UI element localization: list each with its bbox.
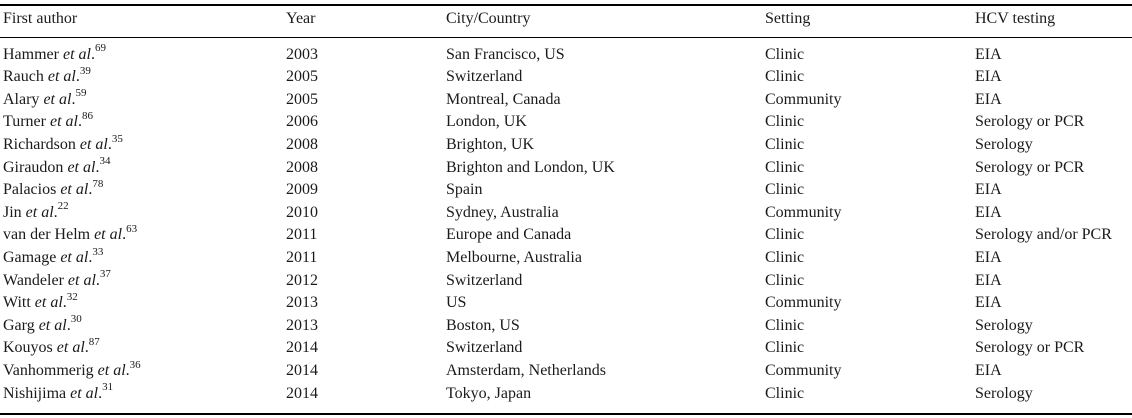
cell-year: 2005 — [286, 68, 318, 86]
cell-year: 2009 — [286, 181, 318, 199]
cell-hcv-testing: Serology or PCR — [975, 339, 1085, 357]
cell-hcv-testing: Serology — [975, 316, 1033, 334]
table-row — [0, 247, 1132, 270]
reference-number: 69 — [94, 42, 106, 55]
author-period: . — [90, 45, 95, 63]
et-al: et al — [60, 181, 89, 199]
author-name: Richardson — [3, 135, 76, 153]
header-first-author: First author — [3, 10, 78, 27]
cell-year: 2006 — [286, 113, 318, 131]
et-al: et al — [47, 68, 76, 86]
table-row — [0, 134, 1132, 157]
table-row — [0, 292, 1132, 315]
cell-first-author — [3, 360, 141, 383]
reference-number: 31 — [102, 381, 114, 394]
cell-setting: Clinic — [765, 248, 805, 266]
cell-first-author — [3, 44, 106, 67]
cell-first-author — [3, 383, 113, 406]
header-year: Year — [286, 10, 316, 27]
cell-first-author — [3, 247, 103, 270]
cell-year: 2008 — [286, 135, 318, 153]
cell-setting: Community — [765, 361, 842, 379]
et-al: et al — [43, 90, 72, 108]
cell-hcv-testing: Serology and/or PCR — [975, 226, 1112, 244]
author-period: . — [122, 226, 127, 244]
cell-hcv-testing: Serology or PCR — [975, 158, 1085, 176]
et-al: et al — [79, 135, 108, 153]
author-name: Turner — [3, 113, 46, 131]
table-row — [0, 270, 1132, 293]
cell-first-author — [3, 66, 91, 89]
cell-year: 2014 — [286, 361, 318, 379]
reference-number: 33 — [92, 245, 104, 258]
table-row — [0, 66, 1132, 89]
author-name: Giraudon — [3, 158, 64, 176]
reference-number: 37 — [99, 268, 111, 281]
cell-setting: Community — [765, 90, 842, 108]
cell-city-country: Brighton and London, UK — [446, 158, 615, 176]
cell-hcv-testing: EIA — [975, 90, 1002, 108]
cell-city-country: Europe and Canada — [446, 226, 572, 244]
reference-number: 22 — [57, 200, 69, 213]
cell-year: 2013 — [286, 316, 318, 334]
cell-year: 2003 — [286, 45, 318, 63]
cell-year: 2013 — [286, 294, 318, 312]
cell-hcv-testing: EIA — [975, 203, 1002, 221]
et-al: et al — [38, 316, 67, 334]
cell-first-author — [3, 315, 82, 338]
cell-year: 2011 — [286, 248, 318, 266]
cell-city-country: Amsterdam, Netherlands — [446, 361, 606, 379]
et-al: et al — [49, 113, 78, 131]
cell-first-author — [3, 134, 123, 157]
table-row — [0, 202, 1132, 225]
author-name: Nishijima — [3, 384, 67, 402]
cell-year: 2008 — [286, 158, 318, 176]
author-period: . — [75, 68, 80, 86]
reference-number: 32 — [66, 290, 78, 303]
author-period: . — [77, 113, 82, 131]
cell-first-author — [3, 111, 93, 134]
author-period: . — [62, 294, 67, 312]
author-name: Alary — [3, 90, 40, 108]
et-al: et al — [97, 361, 126, 379]
reference-number: 35 — [111, 132, 123, 145]
cell-setting: Clinic — [765, 113, 805, 131]
cell-city-country: US — [446, 294, 467, 312]
cell-city-country: Boston, US — [446, 316, 520, 334]
header-hcv-testing: HCV testing — [975, 10, 1056, 27]
table-row — [0, 111, 1132, 134]
table-row — [0, 383, 1132, 406]
author-period: . — [95, 271, 100, 289]
reference-number: 39 — [79, 64, 91, 77]
cell-city-country: Switzerland — [446, 68, 523, 86]
cell-first-author — [3, 337, 100, 360]
cell-city-country: Brighton, UK — [446, 135, 534, 153]
cell-setting: Community — [765, 294, 842, 312]
cell-setting: Clinic — [765, 271, 805, 289]
author-period: . — [125, 361, 130, 379]
cell-setting: Clinic — [765, 45, 805, 63]
cell-city-country: London, UK — [446, 113, 527, 131]
header-rule — [0, 37, 1132, 38]
et-al: et al — [67, 158, 96, 176]
table-row — [0, 224, 1132, 247]
cell-hcv-testing: EIA — [975, 271, 1002, 289]
table-row — [0, 89, 1132, 112]
author-period: . — [88, 248, 93, 266]
et-al: et al — [34, 294, 63, 312]
cell-first-author — [3, 224, 137, 247]
et-al: et al — [56, 339, 85, 357]
cell-hcv-testing: EIA — [975, 45, 1002, 63]
et-al: et al — [25, 203, 54, 221]
author-name: Garg — [3, 316, 35, 334]
author-period: . — [88, 181, 93, 199]
cell-year: 2014 — [286, 384, 318, 402]
cell-hcv-testing: EIA — [975, 361, 1002, 379]
author-name: Rauch — [3, 68, 44, 86]
cell-setting: Clinic — [765, 339, 805, 357]
cell-first-author — [3, 89, 86, 112]
author-period: . — [98, 384, 103, 402]
cell-hcv-testing: EIA — [975, 294, 1002, 312]
et-al: et al — [62, 45, 91, 63]
author-name: Kouyos — [3, 339, 53, 357]
cell-city-country: Montreal, Canada — [446, 90, 561, 108]
cell-city-country: San Francisco, US — [446, 45, 565, 63]
cell-city-country: Sydney, Australia — [446, 203, 559, 221]
author-name: van der Helm — [3, 226, 91, 244]
table-row — [0, 315, 1132, 338]
cell-setting: Clinic — [765, 68, 805, 86]
author-period: . — [95, 158, 100, 176]
cell-city-country: Tokyo, Japan — [446, 384, 532, 402]
reference-number: 78 — [92, 177, 104, 190]
et-al: et al — [70, 384, 99, 402]
author-period: . — [107, 135, 112, 153]
cell-year: 2005 — [286, 90, 318, 108]
cell-city-country: Spain — [446, 181, 483, 199]
reference-number: 34 — [99, 155, 111, 168]
table-row — [0, 44, 1132, 67]
cell-hcv-testing: EIA — [975, 248, 1002, 266]
author-name: Palacios — [3, 181, 57, 199]
cell-first-author — [3, 202, 69, 225]
cell-year: 2014 — [286, 339, 318, 357]
header-setting: Setting — [765, 10, 811, 27]
reference-number: 63 — [126, 222, 138, 235]
table-row — [0, 179, 1132, 202]
author-name: Witt — [3, 294, 31, 312]
reference-number: 36 — [129, 358, 141, 371]
cell-setting: Clinic — [765, 135, 805, 153]
author-name: Vanhommerig — [3, 361, 94, 379]
cell-setting: Clinic — [765, 158, 805, 176]
table-row — [0, 157, 1132, 180]
cell-setting: Clinic — [765, 226, 805, 244]
cell-year: 2010 — [286, 203, 318, 221]
cell-first-author — [3, 270, 111, 293]
cell-first-author — [3, 292, 78, 315]
cell-first-author — [3, 157, 110, 180]
top-rule — [0, 4, 1132, 6]
reference-number: 87 — [88, 335, 100, 348]
cell-setting: Clinic — [765, 316, 805, 334]
cell-year: 2012 — [286, 271, 318, 289]
cell-city-country: Switzerland — [446, 339, 523, 357]
cell-hcv-testing: Serology — [975, 135, 1033, 153]
cell-city-country: Switzerland — [446, 271, 523, 289]
author-period: . — [84, 339, 89, 357]
cell-setting: Community — [765, 203, 842, 221]
reference-number: 86 — [81, 109, 93, 122]
bottom-rule — [0, 413, 1132, 415]
header-city-country: City/Country — [446, 10, 531, 27]
author-name: Gamage — [3, 248, 57, 266]
et-al: et al — [67, 271, 96, 289]
header-row — [0, 8, 1132, 31]
cell-hcv-testing: EIA — [975, 181, 1002, 199]
cell-setting: Clinic — [765, 181, 805, 199]
author-name: Jin — [3, 203, 22, 221]
cell-city-country: Melbourne, Australia — [446, 248, 582, 266]
author-name: Wandeler — [3, 271, 64, 289]
author-period: . — [66, 316, 71, 334]
author-name: Hammer — [3, 45, 59, 63]
cell-hcv-testing: EIA — [975, 68, 1002, 86]
cell-hcv-testing: Serology or PCR — [975, 113, 1085, 131]
reference-number: 59 — [75, 87, 87, 100]
table-row — [0, 337, 1132, 360]
et-al: et al — [94, 226, 123, 244]
cell-first-author — [3, 179, 103, 202]
author-period: . — [53, 203, 58, 221]
cell-year: 2011 — [286, 226, 318, 244]
cell-hcv-testing: Serology — [975, 384, 1033, 402]
reference-number: 30 — [70, 313, 82, 326]
author-period: . — [71, 90, 76, 108]
et-al: et al — [60, 248, 89, 266]
cell-setting: Clinic — [765, 384, 805, 402]
table-row — [0, 360, 1132, 383]
